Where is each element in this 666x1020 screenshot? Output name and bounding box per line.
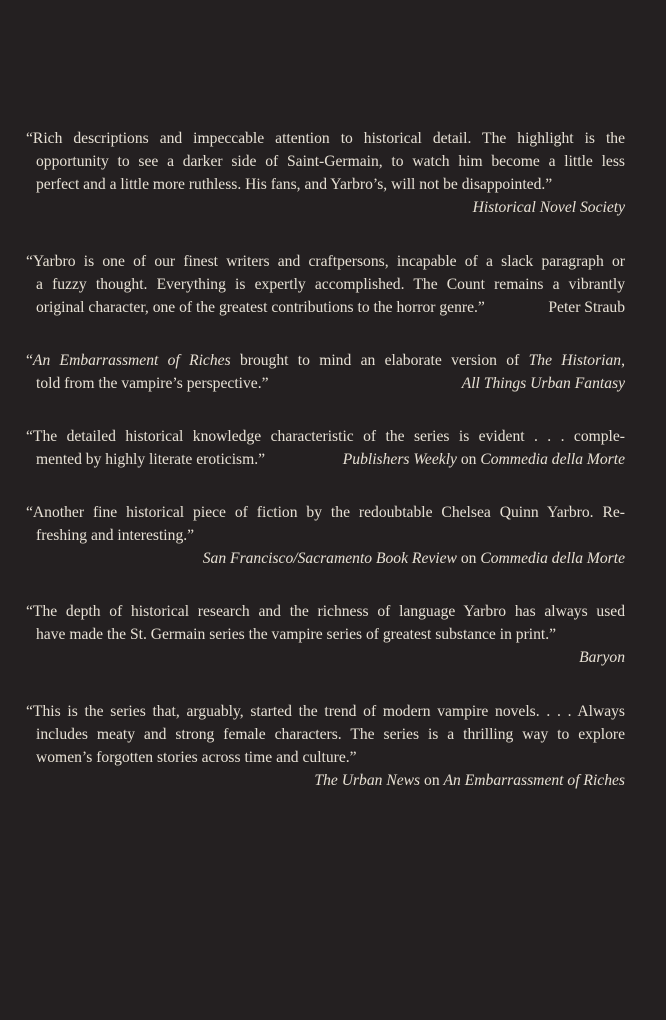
review-blurb: [26, 349, 625, 395]
blurb-text-line-with-attribution: [26, 372, 625, 395]
blurb-text-line: “Another fine historical piece of fiction by the redoubtable Chelsea Quinn Yarbro. Re-: [26, 504, 625, 521]
punctuation: ,: [621, 352, 625, 369]
attribution-source: The Urban News: [314, 772, 421, 789]
blurb-text-line-with-attribution: [26, 296, 625, 319]
review-blurb: [26, 127, 625, 219]
blurb-text-line: “Rich descriptions and impeccable attention to historical detail. The highlight is the: [26, 130, 625, 147]
blurb-attribution: [26, 547, 625, 570]
attribution-source: All Things Urban Fantasy: [461, 375, 625, 392]
blurb-text-line: “The depth of historical research and the richness of language Yarbro has always used: [26, 603, 625, 620]
blurb-text-fragment: mented by highly literate eroticism.”: [36, 451, 266, 468]
blurb-text-line: “Yarbro is one of our finest writers and craftpersons, incapable of a slack paragraph or: [26, 253, 625, 270]
blurb-text-line: freshing and interesting.”: [36, 527, 195, 544]
attribution-source: Publishers Weekly: [342, 451, 457, 468]
blurb-text-fragment: told from the vampire’s perspective.”: [36, 375, 269, 392]
blurb-text-line: women’s forgotten stories across time and culture.”: [36, 749, 357, 766]
attribution-title: An Embarrassment of Riches: [443, 772, 625, 789]
blurb-text-line: “This is the series that, arguably, started the trend of modern vampire novels. . . . Always: [26, 703, 625, 720]
blurb-text-fragment: original character, one of the greatest contributions to the horror genre.”: [36, 299, 485, 316]
attribution-source: Baryon: [579, 649, 625, 666]
blurb-attribution: [26, 646, 625, 669]
blurb-text-line: a fuzzy thought. Everything is expertly accomplished. The Count remains a vibrantly: [36, 276, 625, 293]
blurb-text-fragment: brought to mind an elaborate version of: [230, 352, 529, 369]
blurb-attribution: [26, 196, 625, 219]
attribution-connector: on: [420, 772, 444, 789]
attribution-title: Commedia della Morte: [480, 550, 625, 567]
blurb-text-line: [26, 349, 625, 372]
blurb-attribution: [343, 448, 625, 471]
review-blurb: [26, 600, 625, 669]
open-quote: “: [26, 352, 33, 369]
blurb-text-line: “The detailed historical knowledge characteristic of the series is evident . . . comple-: [26, 428, 625, 445]
blurb-text-line: perfect and a little more ruthless. His fans, and Yarbro’s, will not be disappointed.”: [36, 176, 553, 193]
blurb-text-line: opportunity to see a darker side of Saint-Germain, to watch him become a little less: [36, 153, 625, 170]
review-blurb: [26, 250, 625, 319]
attribution-source: Peter Straub: [548, 299, 625, 316]
attribution-source: Historical Novel Society: [472, 199, 625, 216]
blurb-text-line: have made the St. Germain series the vampire series of greatest substance in print.”: [36, 626, 557, 643]
review-blurb: [26, 425, 625, 471]
review-blurb: [26, 501, 625, 570]
attribution-connector: on: [456, 550, 481, 567]
attribution-connector: on: [456, 451, 481, 468]
blurb-text-line-with-attribution: [26, 448, 625, 471]
blurb-text-line: includes meaty and strong female characters. The series is a thrilling way to explore: [36, 726, 625, 743]
attribution-title: Commedia della Morte: [480, 451, 625, 468]
reference-title: The Historian: [528, 352, 622, 369]
review-blurb: [26, 700, 625, 792]
blurb-attribution: [26, 769, 625, 792]
attribution-source: San Francisco/Sacramento Book Review: [202, 550, 457, 567]
book-title: An Embarrassment of Riches: [32, 352, 231, 369]
